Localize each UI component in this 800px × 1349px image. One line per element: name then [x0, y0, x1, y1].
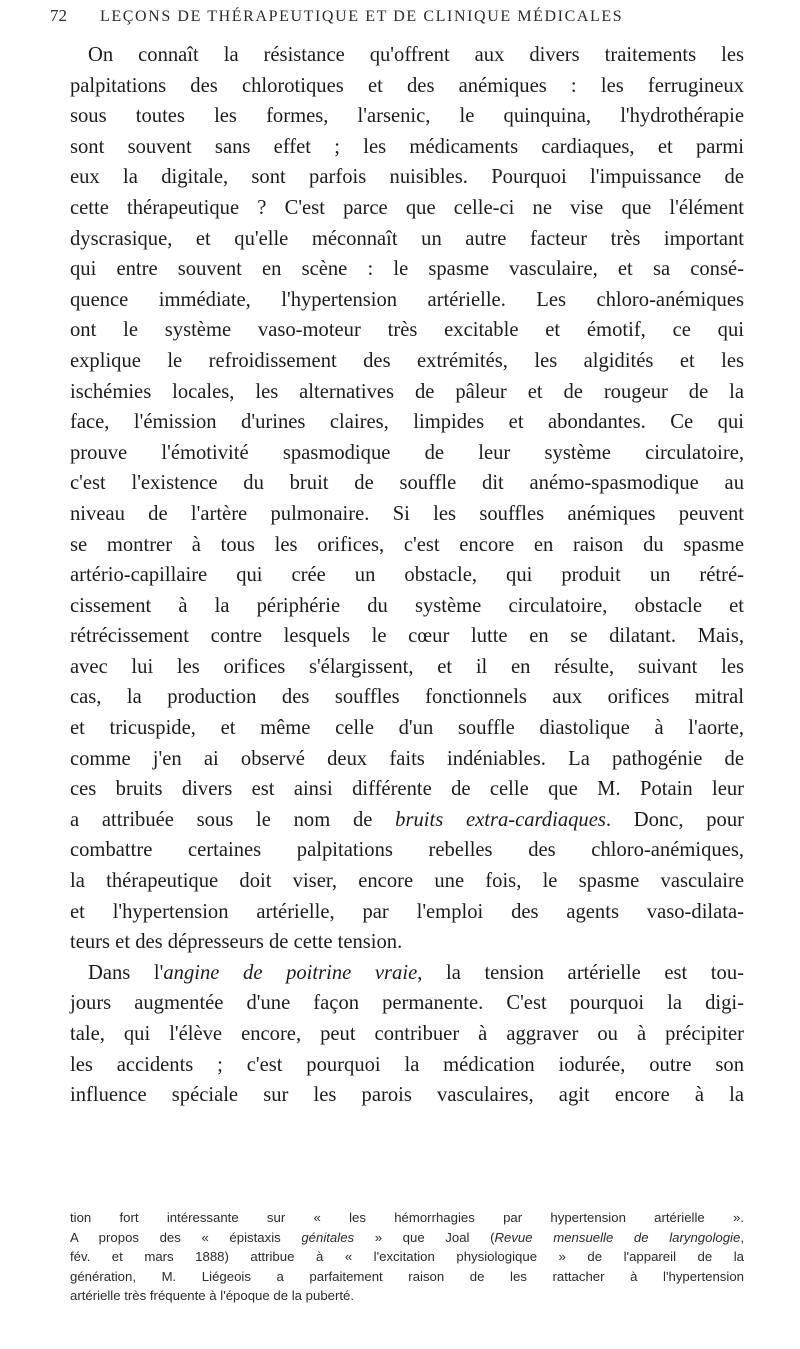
text-line: et l'hypertension artérielle, par l'emploi des agents vaso-dilata-: [70, 900, 744, 923]
text-line: rétrécissement contre lesquels le cœur lutte en se dilatant. Mais,: [70, 625, 744, 648]
text-line: et tricuspide, et même celle d'un souffle diastolique à l'aorte,: [70, 717, 744, 740]
text-line: qui entre souvent en scène : le spasme vasculaire, et sa consé-: [70, 258, 744, 281]
footnote-line-with-italic: [70, 1228, 744, 1248]
italic-journal-title: Revue mensuelle de laryngologie: [494, 1229, 741, 1245]
text-fragment: . Donc, pour: [605, 808, 745, 831]
text-line: sont souvent sans effet ; les médicaments cardiaques, et parmi: [70, 135, 744, 158]
text-fragment: Dans l': [88, 961, 164, 984]
footnote-line: tion fort intéressante sur « les hémorrhagies par hypertension artérielle ».: [70, 1210, 744, 1225]
text-line: teurs et des dépresseurs de cette tension.: [70, 931, 403, 954]
italic-term: angine de poitrine vraie: [163, 961, 418, 984]
text-line: ischémies locales, les alternatives de pâleur et de rougeur de la: [70, 380, 744, 403]
text-line: niveau de l'artère pulmonaire. Si les souffles anémiques peuvent: [70, 502, 744, 525]
text-line: avec lui les orifices s'élargissent, et il en résulte, suivant les: [70, 655, 744, 678]
italic-term: génitales: [301, 1229, 355, 1245]
text-line: c'est l'existence du bruit de souffle dit anémo-spasmodique au: [70, 472, 744, 495]
text-line-with-italic: [70, 958, 744, 989]
text-line: les accidents ; c'est pourquoi la médication iodurée, outre son: [70, 1053, 744, 1076]
text-line: face, l'émission d'urines claires, limpides et abondantes. Ce qui: [70, 411, 744, 434]
text-line: se montrer à tous les orifices, c'est encore en raison du spasme: [70, 533, 744, 556]
text-line: sous toutes les formes, l'arsenic, le quinquina, l'hydrothérapie: [70, 105, 744, 128]
text-line: la thérapeutique doit viser, encore une fois, le spasme vasculaire: [70, 870, 744, 893]
text-line: influence spéciale sur les parois vasculaires, agit encore à la: [70, 1084, 744, 1107]
text-line: ont le système vaso-moteur très excitable et émotif, ce qui: [70, 319, 744, 342]
text-fragment: ,: [740, 1229, 744, 1245]
running-title: LEÇONS DE THÉRAPEUTIQUE ET DE CLINIQUE MÉDICALES: [100, 8, 624, 25]
text-line: tale, qui l'élève encore, peut contribuer à aggraver ou à précipiter: [70, 1023, 744, 1045]
text-line: explique le refroidissement des extrémités, les algidités et les: [70, 349, 744, 372]
text-line: eux la digitale, sont parfois nuisibles. Pourquoi l'impuissance de: [70, 166, 744, 189]
text-line: comme j'en ai observé deux faits indéniables. La pathogénie de: [70, 747, 744, 770]
text-line: prouve l'émotivité spasmodique de leur système circulatoire,: [70, 441, 744, 464]
running-head: [50, 6, 770, 34]
text-fragment: , la tension artérielle est tou-: [417, 961, 744, 984]
text-line: ces bruits divers est ainsi différente de celle que M. Potain leur: [70, 778, 744, 801]
text-fragment: » que Joal (: [354, 1229, 495, 1245]
text-line: quence immédiate, l'hypertension artérielle. Les chloro-anémiques: [70, 288, 744, 311]
text-line: artério-capillaire qui crée un obstacle, qui produit un rétré-: [70, 564, 744, 587]
page-number: 72: [50, 6, 67, 25]
footnote-line: génération, M. Liégeois a parfaitement raison de les rattacher à l'hypertension: [70, 1268, 744, 1284]
text-line: dyscrasique, et qu'elle méconnaît un autre facteur très important: [70, 227, 744, 250]
text-line: cas, la production des souffles fonctionnels aux orifices mitral: [70, 686, 744, 709]
footnote-line: artérielle très fréquente à l'époque de la puberté.: [70, 1288, 355, 1304]
text-line: On connaît la résistance qu'offrent aux divers traitements les: [88, 44, 744, 66]
text-line: jours augmentée d'une façon permanente. C'est pourquoi la digi-: [70, 992, 744, 1015]
text-line: cette thérapeutique ? C'est parce que celle-ci ne vise que l'élément: [70, 196, 744, 219]
body-text: [70, 40, 744, 1111]
text-fragment: A propos des « épistaxis: [70, 1229, 302, 1245]
italic-term: bruits extra-cardiaques: [395, 808, 606, 831]
text-line: palpitations des chlorotiques et des anémiques : les ferrugineux: [70, 74, 744, 97]
text-fragment: a attribuée sous le nom de: [70, 808, 396, 831]
text-line: cissement à la périphérie du système circulatoire, obstacle et: [70, 594, 744, 617]
footnote-line: fév. et mars 1888) attribue à « l'excitation physiologique » de l'appareil de la: [70, 1249, 744, 1265]
text-line-with-italic: [70, 805, 744, 836]
text-line: combattre certaines palpitations rebelles des chloro-anémiques,: [70, 839, 744, 862]
footnote: [70, 1208, 744, 1306]
